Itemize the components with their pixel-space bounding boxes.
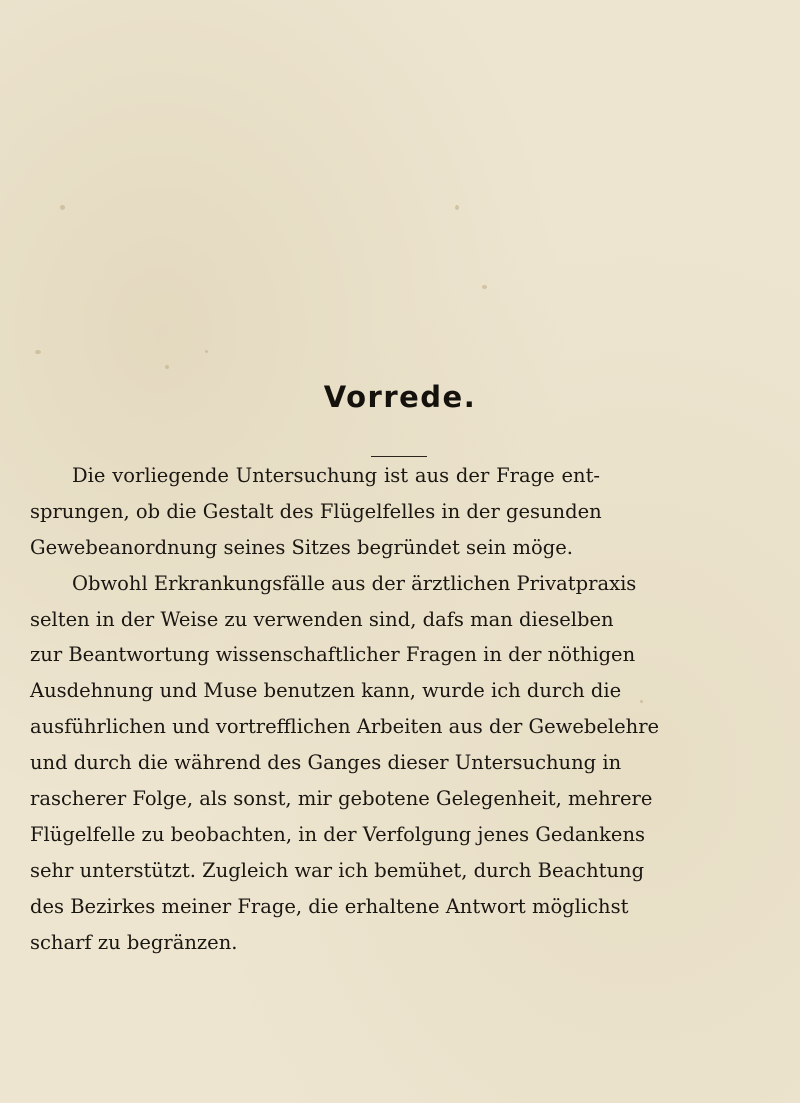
text-line: Die vorliegende Untersuchung ist aus der Frage ent- [72,464,600,487]
page-title: Vorrede. [323,380,477,414]
text-line: ausführlichen und vortrefflichen Arbeiten aus der Gewebelehre [30,715,660,739]
title-divider [371,456,427,457]
paper-stain [35,350,41,354]
text-line: Obwohl Erkrankungsfälle aus der ärztlichen Privatpraxis [72,571,637,595]
text-line: rascherer Folge, als sonst, mir gebotene Gelegenheit, mehrere [30,787,653,811]
paragraph [30,566,660,961]
text-line: sprungen, ob die Gestalt des Flügelfelles in der gesunden [30,499,602,523]
text-line: des Bezirkes meiner Frage, die erhaltene Antwort möglichst [30,894,629,918]
text-line: zur Beantwortung wissenschaftlicher Fragen in der nöthigen [30,643,636,667]
paper-stain [640,700,643,703]
paper-stain [165,365,169,369]
text-line: und durch die während des Ganges dieser Untersuchung in [30,751,622,775]
text-line: Ausdehnung und Muse benutzen kann, wurde ich durch die [30,679,622,703]
paper-stain [205,350,208,353]
paper-stain [455,205,459,210]
text-line: scharf zu begränzen. [30,930,238,954]
text-line: Gewebeanordnung seines Sitzes begründet sein möge. [30,535,573,559]
text-line: selten in der Weise zu verwenden sind, dafs man dieselben [30,607,614,631]
text-line: Flügelfelle zu beobachten, in der Verfolgung jenes Gedankens [30,822,646,846]
preface-body [30,458,660,960]
paper-stain [482,285,487,289]
paragraph [30,458,600,566]
text-line: sehr unterstützt. Zugleich war ich bemühet, durch Beachtung [30,858,645,882]
paper-stain [60,205,65,210]
